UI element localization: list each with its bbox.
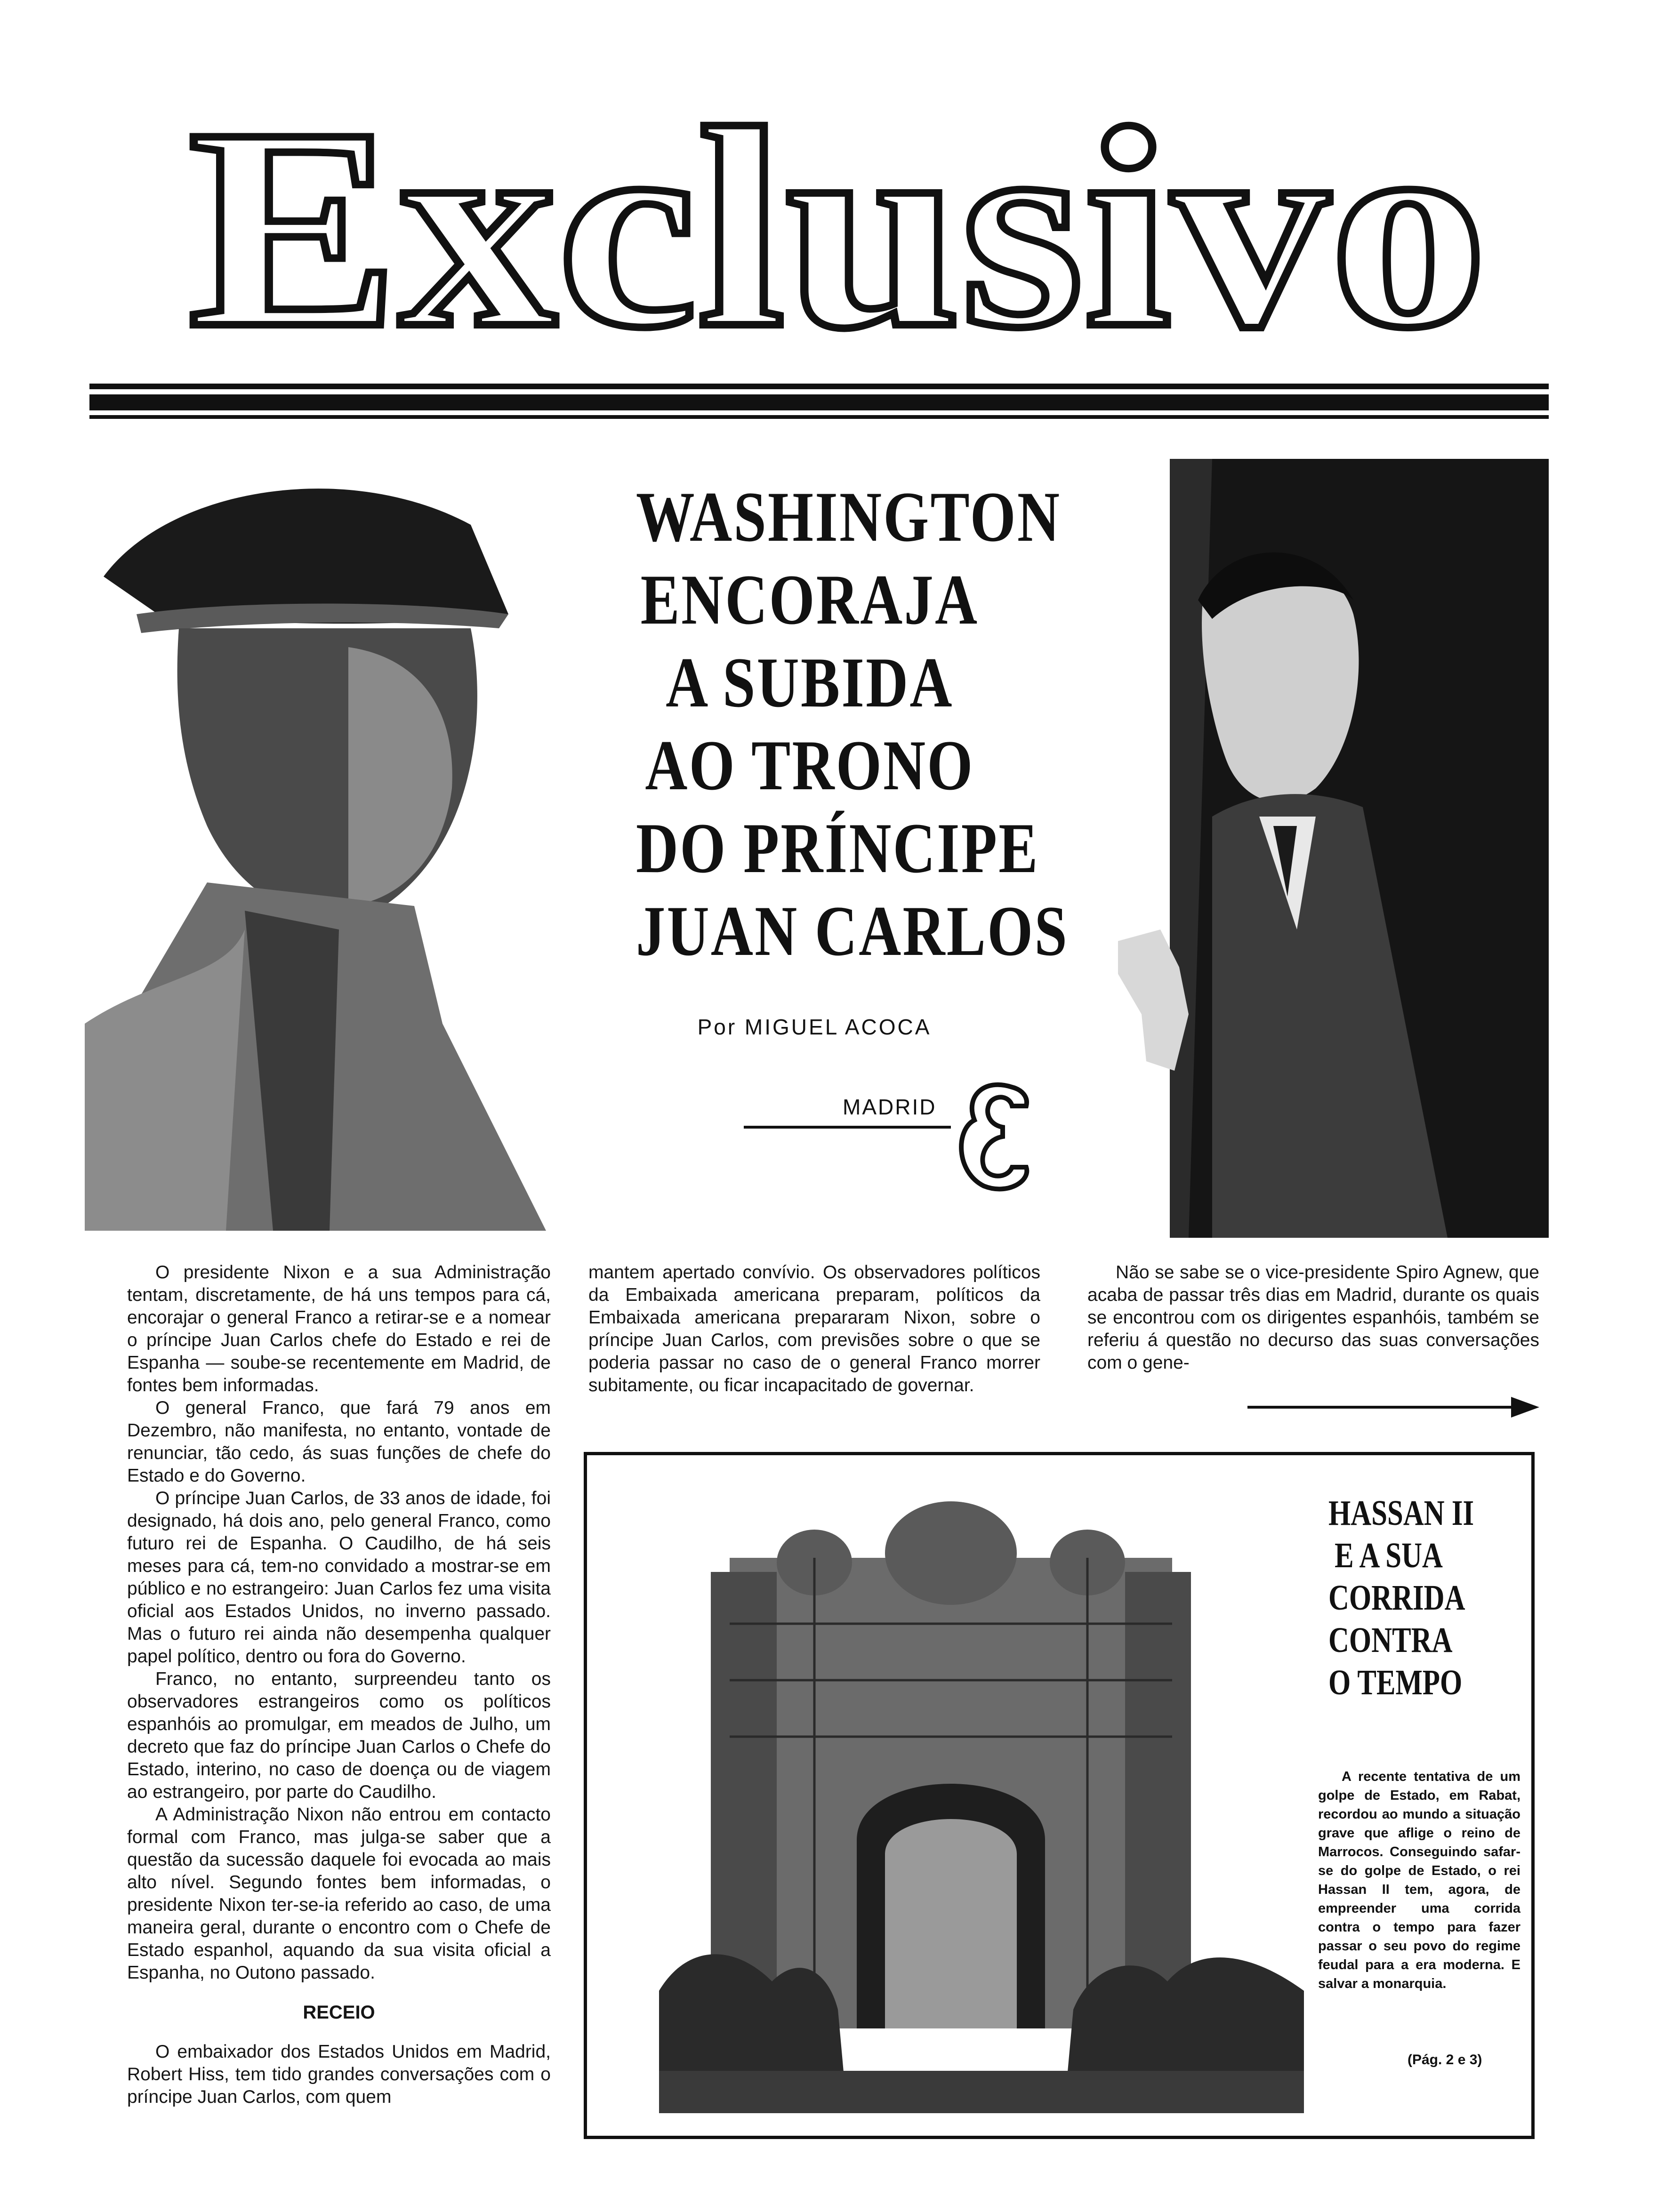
photo-box: [659, 1483, 1304, 2113]
continue-arrow-icon: [1247, 1393, 1539, 1421]
article-paragraph: Franco, no entanto, surpreendeu tanto os observadores estrangeiros como os políticos espanhóis ao promulgar, em meados de Julho, um decreto que faz do príncipe Juan Carlos o Chefe do Estado, interino, no caso de doença ou de viagem ao estrangeiro, por parte do Caudilho.: [127, 1669, 551, 1802]
photo-left: [85, 459, 565, 1231]
article-paragraph: O presidente Nixon e a sua Administração tentam, discretamente, de há uns tempos para cá, encorajar o general Franco a retirar-se e a nomear o príncipe Juan Carlos chefe do Estado e rei de Espanha — soube-se recentemente em Madrid, de fontes bem informadas.: [127, 1262, 551, 1395]
headline: [636, 475, 1069, 972]
article-column-3: [1087, 1261, 1539, 1374]
sidebar-headline-line: E A SUA: [1335, 1536, 1443, 1575]
headline-line: WASHINGTON: [636, 477, 1062, 556]
article-paragraph: O embaixador dos Estados Unidos em Madrid, Robert Hiss, tem tido grandes conversações com o príncipe Juan Carlos, com quem: [127, 2042, 551, 2107]
subhead-receio: RECEIO: [303, 2002, 375, 2023]
dateline-rule: [744, 1126, 951, 1129]
article-paragraph: Não se sabe se o vice-presidente Spiro Agnew, que acaba de passar três dias em Madrid, durante os quais se encontrou com os dirigentes espanhóis, também se referiu á questão no decurso das suas conversações com o gene-: [1087, 1262, 1539, 1373]
headline-line: AO TRONO: [645, 726, 974, 805]
article-paragraph: O príncipe Juan Carlos, de 33 anos de idade, foi designado, há dois ano, pelo general Franco, como futuro rei de Espanha. O Caudilho, de há seis meses para cá, tem-no convidado a mostrar-se em público e no estrangeiro: Juan Carlos fez uma visita oficial aos Estados Unidos, no inverno passado. Mas o futuro rei ainda não desempenha qualquer papel político, dentro ou fora do Governo.: [127, 1488, 551, 1667]
sidebar-paragraph: A recente tentativa de um golpe de Estado, em Rabat, recordou ao mundo a situação grave que aflige o reino de Marrocos. Conseguindo safar-se do golpe de Estado, o rei Hassan II tem, agora, de empreender uma corrida contra o tempo para fazer passar o seu povo do regime feudal para a era moderna. E salvar a monarquia.: [1318, 1769, 1520, 1991]
article-column-1: [127, 1261, 551, 2108]
sidebar-headline-line: HASSAN II: [1328, 1493, 1474, 1533]
masthead-rule-main: [89, 394, 1549, 410]
masthead-rule-top: [89, 384, 1549, 389]
dateline: MADRID: [843, 1095, 937, 1119]
headline-line: DO PRÍNCIPE: [636, 809, 1039, 888]
article-paragraph: mantem apertado convívio. Os observadores políticos da Embaixada americana preparam, políticos da Embaixada americana prepararam Nixon, sobre o príncipe Juan Carlos, com previsões sobre o que se poderia passar no caso de o general Franco morrer subitamente, ou ficar incapacitado de governar.: [588, 1262, 1040, 1395]
article-paragraph: O general Franco, que fará 79 anos em Dezembro, não manifesta, no entanto, vontade de renunciar, tão cedo, ás suas funções de chefe do Estado e do Governo.: [127, 1398, 551, 1486]
sidebar-headline-line: O TEMPO: [1328, 1663, 1463, 1702]
sidebar-headline: [1328, 1492, 1474, 1704]
portrait-uniform-icon: [85, 459, 565, 1231]
sidebar-headline-line: CONTRA: [1328, 1620, 1453, 1660]
masthead-rule-bottom: [89, 415, 1549, 419]
exclusivo-e-logo-icon: [956, 1078, 1036, 1195]
photo-right: [1118, 459, 1549, 1238]
page-reference-link[interactable]: (Pág. 2 e 3): [1408, 2052, 1482, 2068]
portrait-suit-icon: [1118, 459, 1549, 1238]
palace-engraving-icon: [659, 1483, 1304, 2113]
headline-line: JUAN CARLOS: [636, 891, 1069, 970]
article-paragraph: A Administração Nixon não entrou em contacto formal com Franco, mas julga-se saber que a questão da sucessão daquele foi evocada ao mais alto nível. Segundo fontes bem informadas, o presidente Nixon ter-se-ia referido ao caso, de uma maneira geral, durante o encontro com o Chefe de Estado espanhol, aquando da sua visita oficial a Espanha, no Outono passado.: [127, 1804, 551, 1983]
article-column-2: [588, 1261, 1040, 1397]
sidebar-text: [1318, 1767, 1520, 1993]
headline-line: ENCORAJA: [640, 560, 979, 639]
byline: Por MIGUEL ACOCA: [697, 1015, 932, 1039]
masthead-title: Exclusivo: [188, 71, 1488, 372]
masthead-logo: [179, 71, 1497, 372]
headline-line: A SUBIDA: [666, 643, 954, 722]
sidebar-headline-line: CORRIDA: [1328, 1578, 1465, 1618]
